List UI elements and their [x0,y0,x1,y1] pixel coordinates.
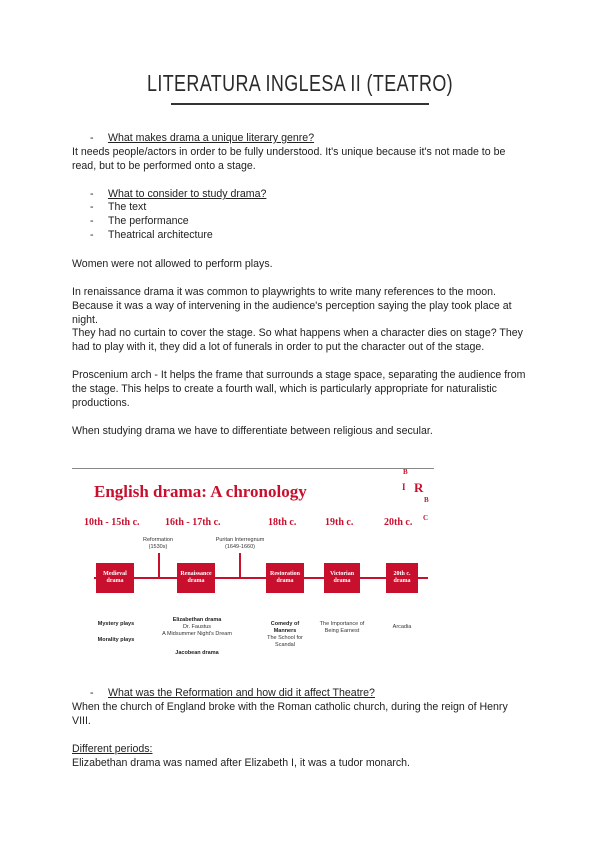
event-date: (1649-1660) [225,544,255,550]
renaissance-item: Dr. Faustus [182,624,212,630]
arch-paragraph-line-2: the stage. This helps to create a fourth wall, which is particularly appropriate for naturalistic [72,383,497,395]
answer-1-line-2: read, but to be performed onto a stage. [72,160,256,172]
event-label: Reformation [143,537,173,543]
moon-paragraph-line-3: night. [72,314,98,326]
deco-letter: C [423,514,429,522]
period-box-renaissance: Renaissance drama [177,563,215,593]
event-label: Puritan Interregnum [215,537,265,543]
curtain-paragraph-line-1: They had no curtain to cover the stage. So what happens when a character dies on stage? They [72,327,523,339]
answer-1-line-1: It needs people/actors in order to be fully understood. It's unique because it's not made to be [72,146,506,158]
event-date: (1530s) [148,544,168,550]
deco-letter: I [402,482,406,492]
modern-item: Arcadia [392,624,412,630]
restoration-item: Scandal [275,642,295,648]
restoration-item: Manners [273,628,297,634]
century-label: 18th c. [268,517,297,528]
period-box-restoration: Restoration drama [266,563,304,593]
figure-divider [72,468,434,469]
deco-letter: B [424,496,429,504]
restoration-item: Comedy of [270,621,300,627]
century-label: 20th c. [384,517,413,528]
renaissance-item: Elizabethan drama [172,617,222,623]
arch-paragraph-line-3: productions. [72,397,130,409]
restoration-item: The School for [267,635,303,641]
deco-letter: B [403,468,408,476]
answer-3-line-1: When the church of England broke with the Roman catholic church, during the reign of Henry [72,701,508,713]
medieval-item: Morality plays [97,637,135,643]
renaissance-item: A Midsummer Night's Dream [162,631,232,637]
victorian-item: The Importance of [319,621,365,627]
timeline-tick [158,553,160,578]
moon-paragraph-line-2: Because it was a way of intervening in the audience's perception saying the play took place at [72,300,512,312]
figure-title: English drama: A chronology [94,482,307,501]
curtain-paragraph-line-2: had to play with it, they did a lot of funerals in order to put the character out of the stage. [72,341,485,353]
renaissance-item: Jacobean drama [175,650,219,656]
timeline-axis [94,577,428,579]
century-label: 16th - 17th c. [165,517,221,528]
moon-paragraph-line-1: In renaissance drama it was common to playwrights to write many references to the moon. [72,286,496,298]
title-underline [171,103,429,105]
deco-letter: R [414,480,424,495]
arch-paragraph-line-1: Proscenium arch - It helps the frame that surrounds a stage space, separating the audience from [72,369,526,381]
period-box-victorian: Victorian drama [324,563,360,593]
century-label: 10th - 15th c. [84,517,140,528]
period-box-20th-century: 20th c. drama [386,563,418,593]
religious-paragraph: When studying drama we have to differentiate between religious and secular. [72,425,433,437]
answer-3-line-2: VIII. [72,715,91,727]
century-label: 19th c. [325,517,354,528]
medieval-item: Mystery plays [97,621,135,627]
periods-heading: Different periods: [72,743,153,755]
periods-paragraph: Elizabethan drama was named after Elizabeth I, it was a tudor monarch. [72,757,410,769]
page-title: LITERATURA INGLESA II (TEATRO) [146,70,454,96]
timeline-tick [239,553,241,578]
victorian-item: Being Earnest [324,628,360,634]
women-paragraph: Women were not allowed to perform plays. [72,258,273,270]
period-box-medieval: Medieval drama [96,563,134,593]
